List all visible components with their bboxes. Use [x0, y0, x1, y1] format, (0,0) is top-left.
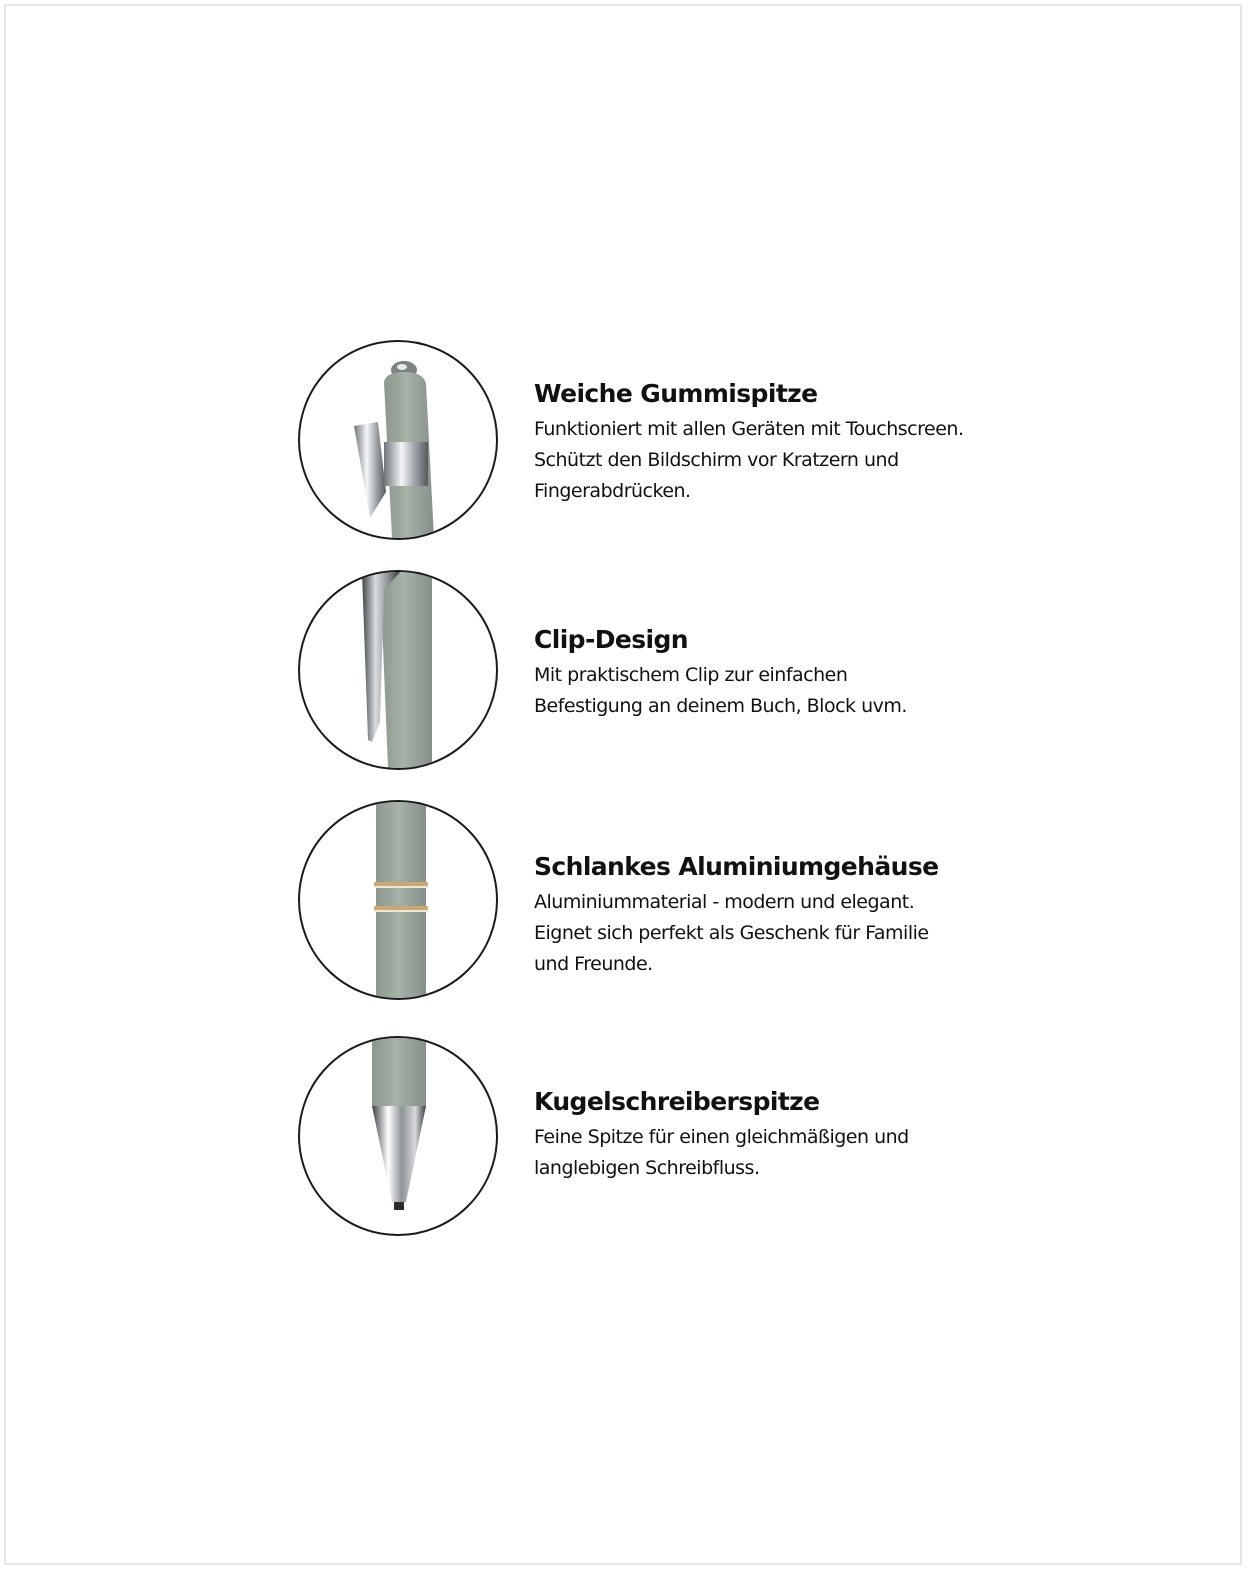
- feature-description: Funktioniert mit allen Geräten mit Touchscreen. Schützt den Bildschirm vor Kratzern und Fingerabdrücken.: [534, 418, 964, 502]
- feature-ballpoint-tip: [298, 1036, 1058, 1236]
- feature-description: Mit praktischem Clip zur einfachen Befestigung an deinem Buch, Block uvm.: [534, 664, 907, 717]
- ballpoint-tip-photo-icon: [298, 1036, 498, 1236]
- feature-slim-aluminium-body: [298, 800, 1058, 1000]
- stylus-tip-photo-icon: [298, 340, 498, 540]
- page-border: [4, 4, 1242, 1565]
- feature-title: Weiche Gummispitze: [534, 379, 818, 408]
- feature-title: Schlankes Aluminiumgehäuse: [534, 852, 939, 881]
- pen-barrel-photo-icon: [298, 800, 498, 1000]
- feature-description: Feine Spitze für einen gleichmäßigen und langlebigen Schreibfluss.: [534, 1126, 909, 1179]
- feature-clip-design: [298, 570, 1058, 770]
- feature-soft-rubber-tip: [298, 340, 1058, 540]
- feature-description: Aluminiummaterial - modern und elegant. Eignet sich perfekt als Geschenk für Familie und Freunde.: [534, 891, 929, 975]
- feature-title: Kugelschreiberspitze: [534, 1087, 820, 1116]
- pen-clip-photo-icon: [298, 570, 498, 770]
- feature-title: Clip-Design: [534, 625, 689, 654]
